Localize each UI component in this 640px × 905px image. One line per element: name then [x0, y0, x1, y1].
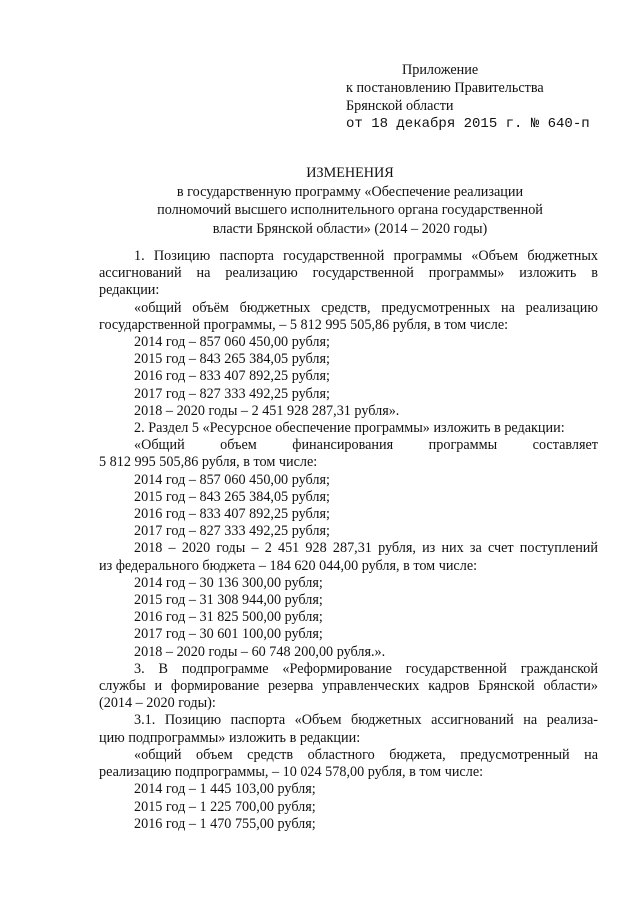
- document-title: [100, 164, 600, 238]
- paragraph-line: государственной программы, – 5 812 995 505,86 рубля, в том числе:: [99, 316, 509, 333]
- paragraph-line: 3. В подпрограмме «Реформирование государственной гражданской: [134, 660, 598, 677]
- title-line: в государственную программу «Обеспечение реализации: [176, 183, 524, 200]
- paragraph-line: реализацию подпрограммы, – 10 024 578,00 рубля, в том числе:: [99, 764, 484, 781]
- title-heading: ИЗМЕНЕНИЯ: [306, 165, 394, 181]
- title-line: власти Брянской области» (2014 – 2020 годы): [212, 220, 488, 237]
- year-amount-line: 2016 год – 833 407 892,25 рубля;: [134, 506, 330, 523]
- paragraph-line: редакции:: [99, 282, 160, 299]
- year-amount-line: 2014 год – 1 445 103,00 рубля;: [134, 781, 316, 798]
- paragraph-line: 3.1. Позицию паспорта «Объем бюджетных ассигнований на реализа-: [134, 712, 598, 729]
- region-name: Брянской области: [346, 98, 454, 114]
- paragraph-line: цию подпрограммы» изложить в редакции:: [99, 729, 361, 746]
- year-amount-line: 2016 год – 1 470 755,00 рубля;: [134, 815, 316, 832]
- year-amount-line: 2017 год – 827 333 492,25 рубля;: [134, 385, 330, 402]
- year-amount-line: 2018 – 2020 годы – 2 451 928 287,31 рубля».: [134, 402, 400, 419]
- year-amount-line: 2014 год – 857 060 450,00 рубля;: [134, 334, 330, 351]
- paragraph-line: службы и формирование резерва управленческих кадров Брянской области»: [99, 678, 598, 695]
- appendix-header: [346, 61, 626, 133]
- paragraph-line: из федерального бюджета – 184 620 044,00 рубля, в том числе:: [99, 557, 478, 574]
- year-amount-line: 2015 год – 843 265 384,05 рубля;: [134, 351, 330, 368]
- year-amount-line: 2017 год – 30 601 100,00 рубля;: [134, 626, 323, 643]
- year-amount-line: 2018 – 2020 годы – 60 748 200,00 рубля.».: [134, 643, 386, 660]
- document-body: [99, 248, 598, 833]
- paragraph-line: ассигнований на реализацию государственной программы» изложить в: [99, 265, 598, 282]
- year-amount-line: 2014 год – 857 060 450,00 рубля;: [134, 471, 330, 488]
- year-amount-line: 2015 год – 31 308 944,00 рубля;: [134, 592, 323, 609]
- paragraph-line: 2. Раздел 5 «Ресурсное обеспечение программы» изложить в редакции:: [134, 420, 565, 437]
- appendix-label: Приложение: [402, 62, 479, 78]
- paragraph-line: «общий объём бюджетных средств, предусмотренных на реализацию: [134, 299, 598, 316]
- paragraph-line: (2014 – 2020 годы):: [99, 695, 216, 712]
- resolution-reference: к постановлению Правительства: [346, 80, 544, 96]
- resolution-date-number: от 18 декабря 2015 г. № 640-п: [346, 116, 590, 132]
- year-amount-line: 2015 год – 1 225 700,00 рубля;: [134, 798, 316, 815]
- year-amount-line: 2015 год – 843 265 384,05 рубля;: [134, 488, 330, 505]
- paragraph-line: 1. Позицию паспорта государственной программы «Объем бюджетных: [134, 248, 598, 264]
- paragraph-line: «общий объем средств областного бюджета, предусмотренный на: [134, 746, 598, 763]
- year-amount-line: 2016 год – 833 407 892,25 рубля;: [134, 368, 330, 385]
- paragraph-line: 5 812 995 505,86 рубля, в том числе:: [99, 454, 318, 471]
- title-line: полномочий высшего исполнительного органа государственной: [157, 202, 543, 218]
- year-amount-line: 2016 год – 31 825 500,00 рубля;: [134, 609, 323, 626]
- paragraph-line: «Общий объем финансирования программы составляет: [134, 437, 598, 454]
- year-amount-line: 2017 год – 827 333 492,25 рубля;: [134, 523, 330, 540]
- paragraph-line: 2018 – 2020 годы – 2 451 928 287,31 рубля, из них за счет поступлений: [134, 540, 598, 557]
- year-amount-line: 2014 год – 30 136 300,00 рубля;: [134, 574, 323, 591]
